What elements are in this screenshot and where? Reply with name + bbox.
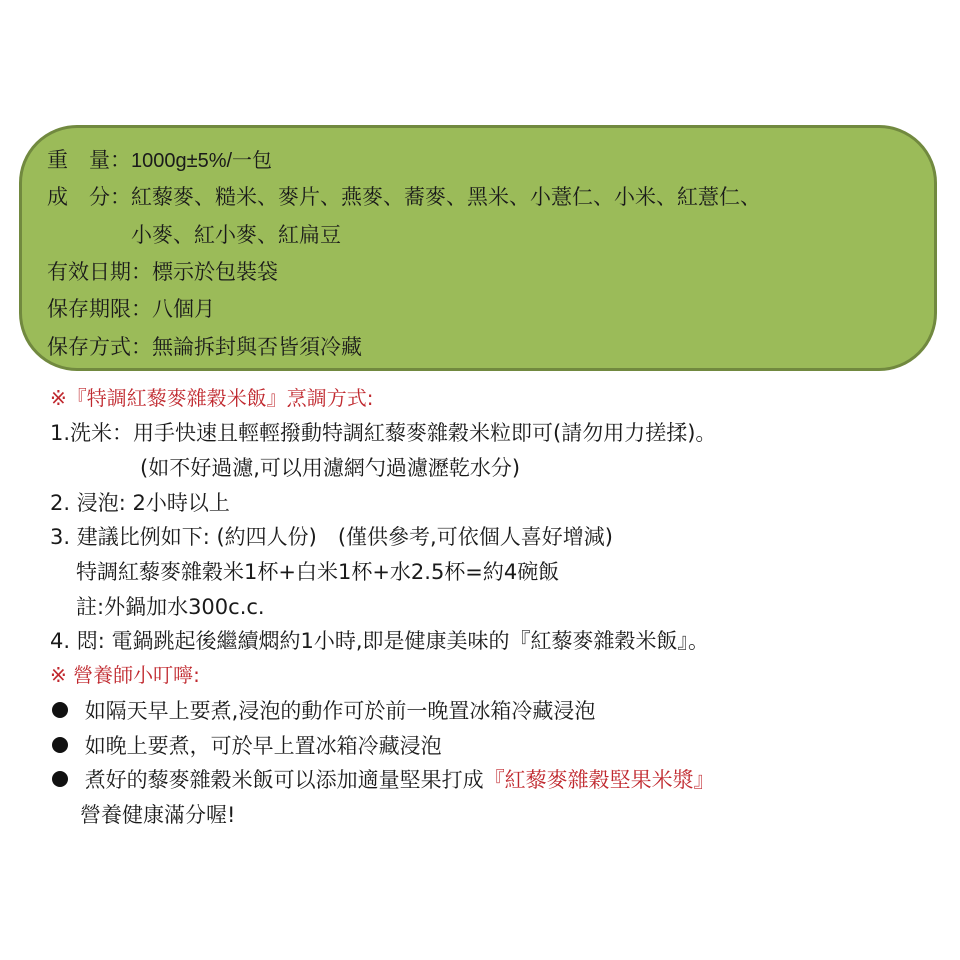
storage-label: 保存方式： [47, 335, 152, 359]
shelf-life-label: 保存期限： [47, 297, 152, 321]
ingredients-row-continued [131, 221, 341, 249]
ingredients-value-line2: 小麥、紅小麥、紅扁豆 [131, 223, 341, 247]
ingredients-value-line1: 紅藜麥、糙米、麥片、燕麥、蕎麥、黑米、小薏仁、小米、紅薏仁、 [131, 185, 761, 209]
expiry-row [47, 258, 278, 286]
shelf-life-value: 八個月 [152, 297, 215, 321]
cooking-title: ※『特調紅藜麥雜穀米飯』烹調方式: [50, 386, 374, 410]
ingredients-label: 成 分： [47, 185, 131, 209]
tip-3-text: 煮好的藜麥雜穀米飯可以添加適量堅果打成 [84, 768, 484, 792]
tip-2-text: 如晚上要煮，可於早上置冰箱冷藏浸泡 [84, 734, 442, 758]
tip-3-highlight: 『紅藜麥雜穀堅果米漿』 [483, 768, 715, 792]
bullet-icon [52, 771, 68, 787]
bullet-icon [52, 737, 68, 753]
tip-1-text: 如隔天早上要煮,浸泡的動作可於前一晚置冰箱冷藏浸泡 [84, 699, 596, 723]
tip-1 [52, 697, 595, 725]
tip-3 [52, 766, 715, 794]
ingredients-row [47, 183, 761, 211]
step-1: 1.洗米：用手快速且輕輕撥動特調紅藜麥雜穀米粒即可(請勿用力搓揉)。 [50, 421, 717, 445]
step-3: 3. 建議比例如下: (約四人份) (僅供參考,可依個人喜好增減) [50, 525, 613, 549]
bullet-icon [52, 702, 68, 718]
storage-value: 無論拆封與否皆須冷藏 [152, 335, 362, 359]
step-2: 2. 浸泡: 2小時以上 [50, 491, 230, 515]
tip-2 [52, 732, 442, 760]
shelf-life-row [47, 295, 215, 323]
step-1-note: (如不好過濾,可以用濾網勺過濾瀝乾水分) [140, 456, 521, 480]
weight-label: 重 量： [47, 148, 131, 172]
storage-row [47, 333, 362, 361]
tips-title: ※ 營養師小叮嚀: [50, 663, 200, 687]
step-3-note: 註:外鍋加水300c.c. [76, 595, 265, 619]
weight-value: 1000g±5%/一包 [131, 150, 273, 172]
weight-row [47, 146, 272, 175]
expiry-label: 有效日期： [47, 260, 152, 284]
tip-3-continued: 營養健康滿分喔! [80, 803, 236, 827]
step-4: 4. 悶: 電鍋跳起後繼續燜約1小時,即是健康美味的『紅藜麥雜穀米飯』。 [50, 629, 709, 653]
expiry-value: 標示於包裝袋 [152, 260, 278, 284]
step-3-ratio: 特調紅藜麥雜穀米1杯+白米1杯+水2.5杯=約4碗飯 [76, 560, 560, 584]
